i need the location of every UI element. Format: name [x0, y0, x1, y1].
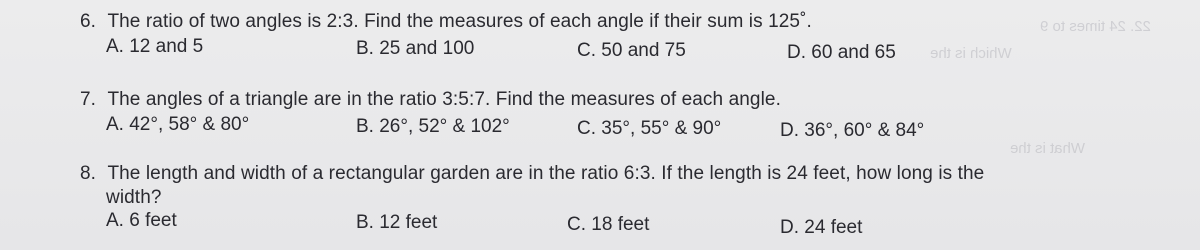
choice-7c: C. 35°, 55° & 90° — [577, 118, 722, 139]
question-number: 6. — [80, 11, 97, 32]
question-6 — [80, 11, 812, 33]
choice-8d: D. 24 feet — [780, 217, 863, 238]
choice-7b: B. 26°, 52° & 102° — [356, 116, 510, 137]
choice-6b: B. 25 and 100 — [356, 38, 475, 59]
choice-7a: A. 42°, 58° & 80° — [106, 114, 250, 135]
choice-8c: C. 18 feet — [567, 214, 650, 235]
choice-8b: B. 12 feet — [356, 212, 438, 233]
question-text: The length and width of a rectangular garden are in the ratio 6:3. If the length is 24 feet, how long is the — [107, 163, 985, 184]
bleed-through-mark: 22. 24 times to 9 — [1040, 18, 1151, 35]
choice-8a: A. 6 feet — [106, 210, 177, 231]
bleed-through-mark: What is the — [1010, 140, 1086, 157]
choice-6a: A. 12 and 5 — [106, 36, 204, 57]
question-8-continuation: width? — [106, 187, 162, 208]
question-number: 7. — [80, 89, 97, 110]
choice-7d: D. 36°, 60° & 84° — [780, 120, 925, 141]
question-8 — [80, 163, 984, 185]
question-text: The ratio of two angles is 2:3. Find the measures of each angle if their sum is 125˚. — [107, 11, 812, 32]
bleed-through-mark: Which is the — [930, 45, 1012, 62]
question-text: The angles of a triangle are in the ratio 3:5:7. Find the measures of each angle. — [107, 89, 781, 110]
question-7 — [80, 89, 781, 111]
question-number: 8. — [80, 163, 97, 184]
choice-6c: C. 50 and 75 — [577, 40, 686, 61]
choice-6d: D. 60 and 65 — [787, 42, 896, 63]
